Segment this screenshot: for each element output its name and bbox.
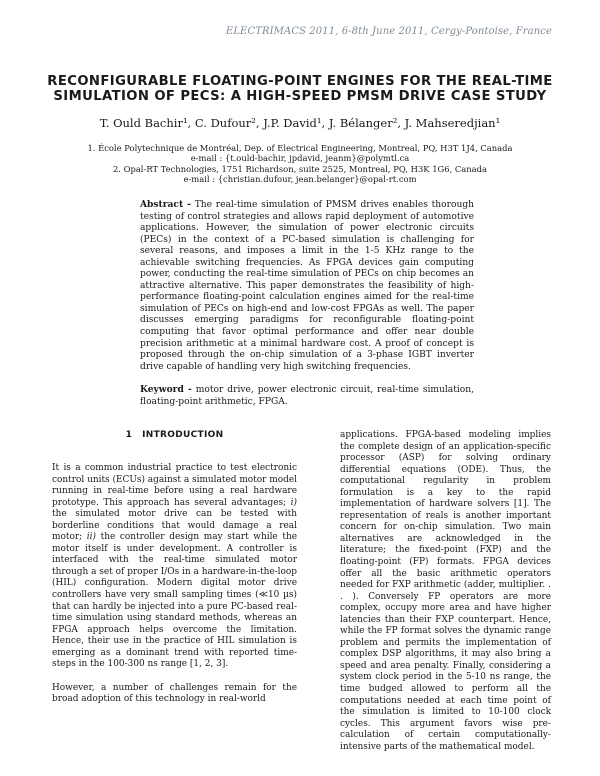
affiliation-1-line-1: 1. École Polytechnique de Montréal, Dep. of Electrical Engineering, Montreal, PQ, H3T 1J4, Canada: [87, 143, 513, 153]
intro-p1-item-i: i): [290, 497, 297, 508]
affiliation-1-email: e-mail : {t.ould-bachir, jpdavid, jeanm}@polymtl.ca: [190, 153, 410, 163]
keywords-text: motor drive, power electronic circuit, real-time simulation, floating-point arithmetic, FPGA.: [140, 385, 474, 407]
paper-title: [0, 74, 600, 104]
intro-p1-part-b: the simulated motor drive can be tested with borderline conditions that would damage a real motor;: [52, 509, 297, 543]
left-column: [52, 463, 297, 706]
abstract-text: The real-time simulation of PMSM drives enables thorough testing of control strategies and allows rapid deployment of automotive applications. However, the simulation of power electronic circuits (PECs) in the context of a PC-based simulation is challenging for several reasons, and imposes a limit in the 1-5 KHz range to the achievable switching frequencies. As FPGA devices gain computing power, conducting the real-time simulation of PECs on chip becomes an attractive alternative. This paper demonstrates the feasibility of high-performance floating-point calculation engines aimed for the real-time simulation of PECs on high-end and low-cost FPGAs as well. The paper discusses emerging paradigms for reconfigurable floating-point computing that favor optimal performance and offer near double precision arithmetic at a minimal hardware cost. A proof of concept is proposed through the on-chip simulation of a 3-phase IGBT inverter drive capable of handling very high switching frequencies.: [140, 200, 474, 372]
intro-p1-part-a: It is a common industrial practice to test electronic control units (ECUs) against a simulated motor model running in real-time before using a real hardware prototype. This approach has several advantages;: [52, 463, 297, 508]
intro-paragraph-1: [52, 463, 297, 671]
abstract: [140, 199, 474, 373]
intro-paragraph-2: However, a number of challenges remain for the broad adoption of this technology in real-world: [52, 682, 297, 705]
abstract-label: Abstract -: [140, 199, 191, 210]
intro-p1-part-c: the controller design may start while the motor itself is under development. A controller is interfaced with the real-time simulated motor through a set of proper I/Os in a hardware-in-the-loop (HIL) configuration. Modern digital motor drive controllers have very small sampling times (≪10 µs) that can hardly be injected into a pure PC-based real-time simulation using standard methods, whereas an FPGA approach helps overcome the limitation. Hence, their use in the practice of HIL simulation is emerging as a dominant trend with reported time-steps in the 100-300 ns range [1, 2, 3].: [52, 532, 297, 670]
intro-paragraph-3: applications. FPGA-based modeling implies the complete design of an application-specific processor (ASP) for solving ordinary differential equations (ODE). Thus, the computational regularity in problem formulation is a key to the rapid implementation of hardware solvers [1]. The representation of reals is another important concern for on-chip simulation. Two main alternatives are acknowledged in the literature; the fixed-point (FXP) and the floating-point (FP) formats. FPGA devices offer all the basic arithmetic operators needed for FXP arithmetic (adder, multiplier. . . ). Conversely FP operators are more complex, occupy more area and have higher latencies than their FXP counterpart. Hence, while the FP format solves the dynamic range problem and permits the implementation of complex DSP algorithms, it may also bring a speed and area penalty. Finally, considering a system clock period in the 5-10 ns range, the time budged allowed to perform all the computations needed at each time point of the simulation is limited to 10-100 clock cycles. This argument favors wise pre-calculation of certain computationally-intensive parts of the mathematical model.: [340, 430, 551, 752]
author-list: T. Ould Bachir¹, C. Dufour², J.P. David¹, J. Bélanger², J. Mahseredjian¹: [99, 116, 501, 130]
right-column: [340, 430, 551, 753]
intro-p1-item-ii: ii): [86, 532, 96, 543]
keywords-label: Keyword -: [140, 384, 192, 395]
affiliation-2-email: e-mail : {christian.dufour, jean.belanger}@opal-rt.com: [183, 174, 417, 184]
section-title: INTRODUCTION: [142, 430, 224, 440]
keywords: [140, 384, 474, 408]
title-line-1: RECONFIGURABLE FLOATING-POINT ENGINES FOR THE REAL-TIME: [47, 74, 553, 89]
section-heading: [52, 430, 297, 440]
section-number: 1: [125, 430, 133, 440]
title-line-2: SIMULATION OF PECS: A HIGH-SPEED PMSM DRIVE CASE STUDY: [53, 89, 547, 104]
running-header: ELECTRIMACS 2011, 6-8th June 2011, Cergy-Pontoise, France: [225, 26, 552, 37]
affiliation-2-line-1: 2. Opal-RT Technologies, 1751 Richardson, suite 2525, Montreal, PQ, H3K 1G6, Canada: [112, 164, 488, 174]
